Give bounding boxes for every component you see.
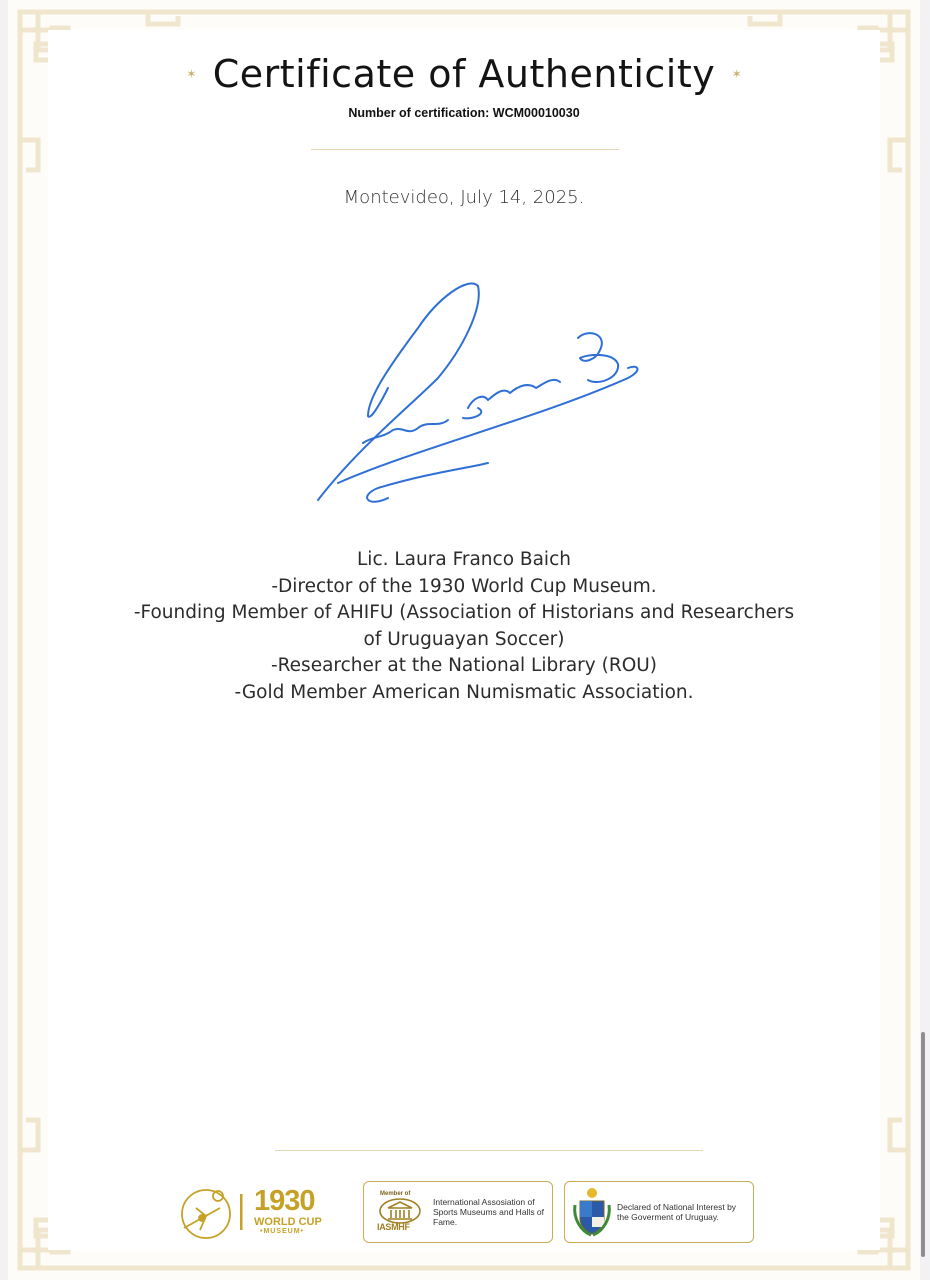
footer-logos [8, 1178, 920, 1248]
iasmhf-acronym: IASMHF [377, 1222, 410, 1232]
iasmhf-badge [363, 1181, 553, 1243]
certificate-page [8, 0, 920, 1280]
divider-top [311, 149, 619, 150]
museum-label: •MUSEUM• [260, 1228, 305, 1235]
credential-line: of Uruguayan Soccer) [363, 628, 565, 650]
signatory-block [8, 547, 920, 706]
credential-line: -Gold Member American Numismatic Association. [234, 681, 694, 703]
star-icon: ✶ [731, 67, 742, 81]
member-of-label: Member of [380, 1191, 411, 1197]
credential-line: -Director of the 1930 World Cup Museum. [271, 575, 657, 597]
scrollbar[interactable] [921, 1032, 925, 1257]
divider-bottom [275, 1150, 703, 1151]
handwritten-signature [298, 268, 658, 528]
certification-number: Number of certification: WCM00010030 [348, 106, 580, 120]
signatory-name: Lic. Laura Franco Baich [357, 549, 571, 570]
uruguay-badge [564, 1181, 754, 1243]
uruguay-coat-of-arms-icon [571, 1185, 613, 1239]
credential-line: -Founding Member of AHIFU (Association of Historians and Researchers [133, 602, 795, 623]
uruguay-text: Declared of National Interest by the Goverment of Uruguay. [617, 1202, 737, 1222]
museum-year: 1930 [254, 1185, 315, 1217]
iasmhf-text: International Assosiation of Sports Museums and Halls of Fame. [433, 1197, 545, 1227]
museum-building-icon [378, 1198, 422, 1224]
title-row [8, 52, 920, 96]
certificate-title: Certificate of Authenticity [212, 52, 716, 96]
place-date: Montevideo, July 14, 2025. [343, 187, 585, 208]
museum-world-cup: WORLD CUP [254, 1216, 322, 1228]
star-icon: ✶ [186, 67, 197, 81]
museum-logo [176, 1182, 346, 1242]
soccer-player-icon [176, 1182, 246, 1242]
credential-line: -Researcher at the National Library (ROU) [270, 655, 658, 676]
